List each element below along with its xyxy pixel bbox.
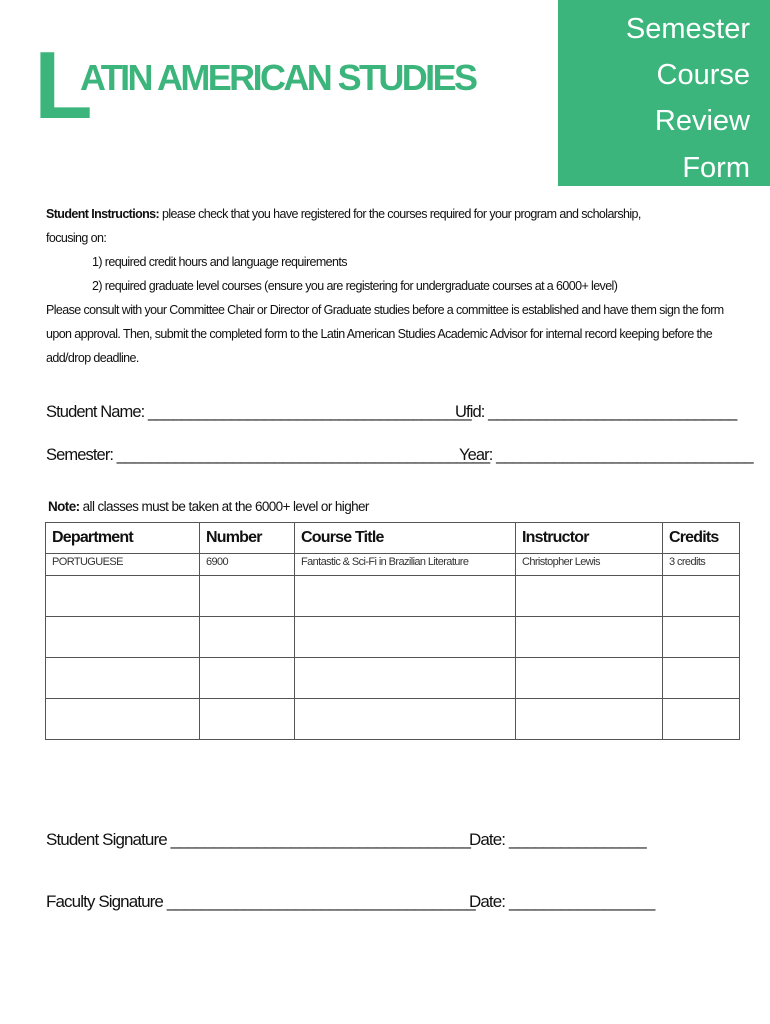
empty-cell[interactable]: [295, 617, 516, 658]
empty-cell[interactable]: [200, 576, 295, 617]
student-name-field[interactable]: Student Name: _______________________________________: [46, 403, 471, 421]
table-row: [46, 576, 740, 617]
instructions-lead: please check that you have registered for the courses required for your program and scholarship,: [159, 207, 641, 221]
semester-field[interactable]: Semester: _____________________________________________: [46, 446, 490, 464]
cell-department[interactable]: PORTUGUESE: [46, 554, 200, 576]
empty-cell[interactable]: [200, 617, 295, 658]
empty-cell[interactable]: [46, 658, 200, 699]
table-row: [46, 699, 740, 740]
note-label: Note:: [48, 499, 80, 514]
cell-instructor[interactable]: Christopher Lewis: [516, 554, 663, 576]
student-date-field[interactable]: Date: ________________: [469, 830, 646, 849]
level-note: [48, 499, 369, 514]
empty-cell[interactable]: [46, 617, 200, 658]
course-table: [45, 522, 740, 740]
faculty-date-field[interactable]: Date: _________________: [469, 892, 655, 911]
form-title-line-2: Course: [656, 59, 750, 91]
instructions-consult-1: Please consult with your Committee Chair or Director of Graduate studies before a committee is established and have them sign the form: [46, 303, 724, 317]
ufid-field[interactable]: Ufid: ______________________________: [455, 403, 737, 421]
empty-cell[interactable]: [516, 658, 663, 699]
faculty-signature-field[interactable]: Faculty Signature ____________________________________: [46, 892, 475, 911]
empty-cell[interactable]: [663, 699, 740, 740]
empty-cell[interactable]: [200, 658, 295, 699]
empty-cell[interactable]: [663, 658, 740, 699]
form-title-line-1: Semester: [625, 13, 750, 45]
empty-cell[interactable]: [46, 699, 200, 740]
cell-credits[interactable]: 3 credits: [663, 554, 740, 576]
instructions-item-1: 1) required credit hours and language requirements: [92, 255, 347, 269]
column-header-department: Department: [46, 523, 200, 554]
brand-title: ATIN AMERICAN STUDIES: [80, 57, 476, 98]
column-header-course-title: Course Title: [295, 523, 516, 554]
empty-cell[interactable]: [295, 658, 516, 699]
instructions-lead-2: focusing on:: [46, 231, 107, 245]
instructions-consult-2: upon approval. Then, submit the completed form to the Latin American Studies Academic Advisor for internal record keeping before the: [46, 327, 713, 341]
column-header-credits: Credits: [663, 523, 740, 554]
note-text: all classes must be taken at the 6000+ level or higher: [79, 499, 369, 514]
table-row: [46, 554, 740, 576]
empty-cell[interactable]: [663, 576, 740, 617]
empty-cell[interactable]: [295, 699, 516, 740]
empty-cell[interactable]: [663, 617, 740, 658]
column-header-number: Number: [200, 523, 295, 554]
cell-number[interactable]: 6900: [200, 554, 295, 576]
empty-cell[interactable]: [516, 617, 663, 658]
empty-cell[interactable]: [516, 576, 663, 617]
form-title-box: [558, 0, 770, 186]
student-signature-field[interactable]: Student Signature ___________________________________: [46, 830, 471, 849]
brand-initial: L: [34, 32, 93, 139]
year-field[interactable]: Year: _______________________________: [459, 446, 753, 464]
empty-cell[interactable]: [516, 699, 663, 740]
column-header-instructor: Instructor: [516, 523, 663, 554]
instructions-item-2: 2) required graduate level courses (ensure you are registering for undergraduate courses at a 6000+ level): [92, 279, 618, 293]
table-row: [46, 617, 740, 658]
instructions-consult-3: add/drop deadline.: [46, 351, 139, 365]
empty-cell[interactable]: [200, 699, 295, 740]
table-header-row: [46, 523, 740, 554]
empty-cell[interactable]: [295, 576, 516, 617]
cell-course-title[interactable]: Fantastic & Sci-Fi in Brazilian Literature: [295, 554, 516, 576]
form-title-line-4: Form: [682, 152, 750, 184]
empty-cell[interactable]: [46, 576, 200, 617]
form-title-line-3: Review: [654, 105, 750, 137]
instructions-heading: Student Instructions:: [46, 207, 160, 221]
table-row: [46, 658, 740, 699]
student-instructions: [46, 202, 736, 370]
